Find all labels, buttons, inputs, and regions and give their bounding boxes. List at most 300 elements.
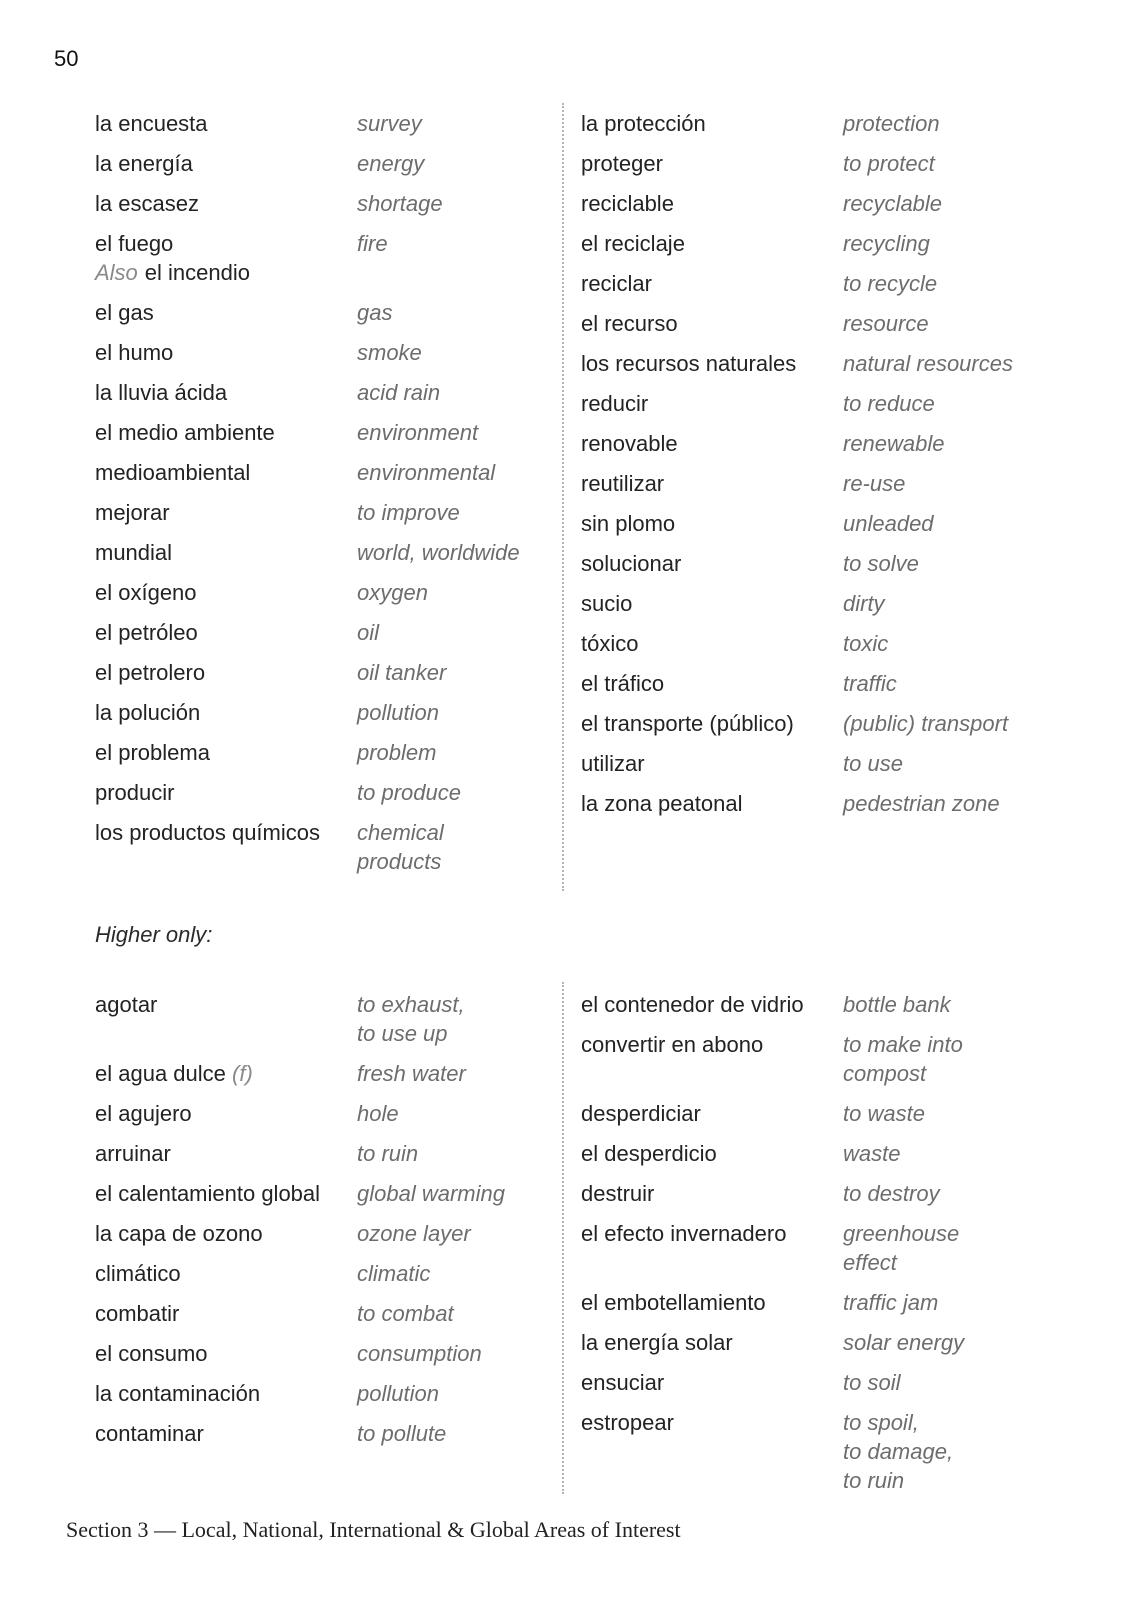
translation-line: traffic jam [843,1290,939,1315]
translation-line: solar energy [843,1330,965,1355]
spanish-term [95,1219,357,1248]
spanish-word: sin plomo [581,511,676,536]
spanish-word: el recurso [581,311,678,336]
spanish-term [581,1099,843,1128]
spanish-term [581,349,843,378]
english-translation [843,1030,963,1088]
spanish-term [95,418,357,447]
spanish-word: el contenedor de vidrio [581,992,804,1017]
vocab-entry [581,469,1081,498]
vocab-entry [95,738,555,767]
vocab-entry [581,749,1081,778]
vocab-entry [581,189,1081,218]
gender-marker: (f) [232,1061,253,1086]
spanish-word: reciclar [581,271,652,296]
english-translation [357,338,422,367]
translation-line: to recycle [843,271,938,296]
translation-line: ozone layer [357,1221,471,1246]
spanish-word: el problema [95,740,210,765]
spanish-word: renovable [581,431,678,456]
spanish-word: contaminar [95,1421,204,1446]
translation-line: acid rain [357,380,441,405]
english-translation [357,109,422,138]
english-translation [357,229,388,287]
vocab-entry [581,389,1081,418]
english-translation [357,1219,471,1248]
translation-line: to improve [357,500,460,525]
translation-line: to reduce [843,391,935,416]
translation-line: to use [843,751,903,776]
translation-line: world, worldwide [357,540,520,565]
spanish-word: el embotellamiento [581,1290,766,1315]
translation-line: waste [843,1141,901,1166]
spanish-word: proteger [581,151,663,176]
vocab-entry [95,109,555,138]
translation-line: to exhaust, [357,992,465,1017]
vocab-entry [95,658,555,687]
column-divider [562,982,564,1494]
translation-line: smoke [357,340,422,365]
spanish-word: el gas [95,300,154,325]
translation-line: pedestrian zone [843,791,1000,816]
spanish-word: la capa de ozono [95,1221,263,1246]
translation-line: oxygen [357,580,428,605]
translation-line: global warming [357,1181,505,1206]
spanish-term [95,1139,357,1168]
spanish-term [95,1339,357,1368]
translation-line: to pollute [357,1421,447,1446]
english-translation [357,818,444,876]
translation-line: bottle bank [843,992,951,1017]
spanish-word: el medio ambiente [95,420,275,445]
spanish-term [581,749,843,778]
english-translation [843,309,929,338]
spanish-word: medioambiental [95,460,251,485]
vocab-entry [581,1139,1081,1168]
vocab-entry [581,429,1081,458]
higher-vocabulary-left-column [95,990,555,1459]
spanish-term [581,509,843,538]
english-translation [357,378,440,407]
translation-line: to combat [357,1301,454,1326]
vocab-entry [95,1379,555,1408]
english-translation [357,458,495,487]
translation-line: products [357,849,442,874]
english-translation [357,1339,482,1368]
spanish-term [95,658,357,687]
vocab-entry [581,229,1081,258]
vocab-entry [95,498,555,527]
translation-line: recycling [843,231,930,256]
alternative-word: el incendio [144,260,250,285]
english-translation [357,1379,439,1408]
spanish-term [95,458,357,487]
english-translation [357,1179,505,1208]
spanish-word: el consumo [95,1341,208,1366]
english-translation [357,990,465,1048]
translation-line: to spoil, [843,1410,919,1435]
spanish-word: reutilizar [581,471,665,496]
spanish-word: el petróleo [95,620,198,645]
translation-line: fresh water [357,1061,466,1086]
english-translation [357,1299,454,1328]
translation-line: gas [357,300,393,325]
vocab-entry [581,149,1081,178]
vocab-entry [95,1419,555,1448]
vocab-entry [95,990,555,1048]
vocab-entry [95,538,555,567]
spanish-term [95,229,357,287]
spanish-term [581,429,843,458]
translation-line: problem [357,740,437,765]
spanish-word: mundial [95,540,173,565]
spanish-word: climático [95,1261,181,1286]
english-translation [843,1368,900,1397]
spanish-term [95,1099,357,1128]
spanish-word: solucionar [581,551,682,576]
spanish-word: la encuesta [95,111,208,136]
spanish-term [95,1059,357,1088]
spanish-word: ensuciar [581,1370,665,1395]
translation-line: effect [843,1250,897,1275]
spanish-word: la zona peatonal [581,791,743,816]
vocab-entry [95,1099,555,1128]
spanish-term [95,1419,357,1448]
vocab-entry [581,1030,1081,1088]
translation-line: natural resources [843,351,1013,376]
spanish-term [581,269,843,298]
translation-line: environmental [357,460,496,485]
spanish-word: reducir [581,391,649,416]
spanish-term [581,189,843,218]
spanish-term [95,109,357,138]
english-translation [843,709,1008,738]
vocab-entry [581,789,1081,818]
spanish-term [95,698,357,727]
spanish-word: el agujero [95,1101,192,1126]
spanish-word: tóxico [581,631,639,656]
column-divider [562,103,564,891]
spanish-word: la lluvia ácida [95,380,228,405]
english-translation [357,1419,446,1448]
spanish-word: reciclable [581,191,674,216]
translation-line: greenhouse [843,1221,960,1246]
spanish-word: el reciclaje [581,231,685,256]
translation-line: oil tanker [357,660,447,685]
spanish-term [581,709,843,738]
vocab-entry [95,778,555,807]
vocab-entry [581,1288,1081,1317]
spanish-term [95,1259,357,1288]
vocab-entry [581,109,1081,138]
vocab-entry [95,1139,555,1168]
english-translation [357,778,461,807]
spanish-term [581,549,843,578]
spanish-term [581,469,843,498]
spanish-term [95,578,357,607]
vocab-entry [581,269,1081,298]
spanish-word: el calentamiento global [95,1181,321,1206]
translation-line: toxic [843,631,889,656]
english-translation [357,1139,418,1168]
translation-line: to protect [843,151,935,176]
spanish-term [95,818,357,876]
spanish-word: la protección [581,111,706,136]
vocab-entry [581,589,1081,618]
english-translation [357,298,392,327]
translation-line: pollution [357,1381,439,1406]
english-translation [843,1288,938,1317]
translation-line: compost [843,1061,927,1086]
english-translation [843,389,935,418]
spanish-word: estropear [581,1410,674,1435]
english-translation [843,669,897,698]
spanish-word: mejorar [95,500,170,525]
english-translation [357,538,520,567]
spanish-term [95,1179,357,1208]
spanish-term [95,189,357,218]
english-translation [357,1099,399,1128]
spanish-term [581,389,843,418]
spanish-term [95,149,357,178]
spanish-term [581,109,843,138]
vocab-entry [95,1259,555,1288]
english-translation [843,109,940,138]
vocab-entry [95,618,555,647]
spanish-term [95,990,357,1048]
spanish-term [581,149,843,178]
translation-line: fire [357,231,388,256]
translation-line: protection [843,111,940,136]
vocab-entry [95,418,555,447]
spanish-term [581,1408,843,1495]
spanish-word: producir [95,780,175,805]
english-translation [357,738,436,767]
spanish-word: utilizar [581,751,645,776]
spanish-term [95,738,357,767]
spanish-term [581,589,843,618]
spanish-term [581,1368,843,1397]
english-translation [843,229,930,258]
translation-line: energy [357,151,425,176]
vocab-entry [95,1219,555,1248]
spanish-word: los recursos naturales [581,351,797,376]
vocab-entry [95,698,555,727]
spanish-word: el tráfico [581,671,665,696]
spanish-word: el humo [95,340,174,365]
spanish-term [95,1379,357,1408]
vocab-entry [581,509,1081,538]
english-translation [843,349,1013,378]
vocab-entry [95,578,555,607]
spanish-word: los productos químicos [95,820,320,845]
translation-line: environment [357,420,479,445]
spanish-word: la polución [95,700,201,725]
translation-line: pollution [357,700,439,725]
translation-line: chemical [357,820,444,845]
spanish-term [95,338,357,367]
english-translation [843,269,937,298]
spanish-term [581,309,843,338]
vocab-entry [95,338,555,367]
english-translation [357,149,424,178]
translation-line: traffic [843,671,897,696]
spanish-word: la escasez [95,191,199,216]
translation-line: to use up [357,1021,448,1046]
spanish-word: combatir [95,1301,180,1326]
spanish-term [581,1288,843,1317]
spanish-word: el efecto invernadero [581,1221,787,1246]
spanish-word: el agua dulce [95,1061,226,1086]
translation-line: unleaded [843,511,934,536]
translation-line: to solve [843,551,919,576]
english-translation [357,618,379,647]
vocab-entry [95,818,555,876]
translation-line: to make into [843,1032,963,1057]
spanish-term [95,1299,357,1328]
translation-line: survey [357,111,422,136]
spanish-word: el fuego [95,231,174,256]
english-translation [843,990,951,1019]
english-translation [843,749,903,778]
vocab-entry [581,709,1081,738]
spanish-word: el desperdicio [581,1141,717,1166]
english-translation [357,658,446,687]
translation-line: climatic [357,1261,431,1286]
english-translation [357,418,478,447]
page-number: 50 [54,46,79,71]
spanish-term [581,229,843,258]
vocab-entry [581,1368,1081,1397]
spanish-term [95,498,357,527]
spanish-word: la contaminación [95,1381,261,1406]
translation-line: oil [357,620,380,645]
vocab-entry [581,669,1081,698]
spanish-term [581,789,843,818]
spanish-word: el oxígeno [95,580,197,605]
translation-line: dirty [843,591,885,616]
vocab-entry [581,549,1081,578]
english-translation [843,189,942,218]
vocab-entry [581,1219,1081,1277]
english-translation [843,1328,964,1357]
english-translation [843,549,919,578]
vocab-entry [581,1328,1081,1357]
spanish-term [95,618,357,647]
alternative-term [95,258,357,287]
spanish-term [95,538,357,567]
translation-line: to ruin [357,1141,419,1166]
translation-line: to damage, [843,1439,954,1464]
english-translation [843,1408,953,1495]
english-translation [843,509,934,538]
vocab-entry [95,378,555,407]
translation-line: to ruin [843,1468,905,1493]
translation-line: re-use [843,471,906,496]
translation-line: to destroy [843,1181,940,1206]
spanish-term [581,1139,843,1168]
vocab-entry [95,189,555,218]
translation-line: resource [843,311,929,336]
english-translation [843,1139,900,1168]
translation-line: renewable [843,431,945,456]
spanish-term [581,990,843,1019]
vocab-entry [581,309,1081,338]
vocab-entry [581,1179,1081,1208]
english-translation [357,1059,466,1088]
vocab-entry [95,458,555,487]
english-translation [843,149,935,178]
spanish-term [581,629,843,658]
vocab-entry [95,1179,555,1208]
vocab-entry [95,1339,555,1368]
spanish-word: convertir en abono [581,1032,764,1057]
spanish-term [95,378,357,407]
translation-line: hole [357,1101,399,1126]
main-vocabulary-right-column [581,109,1081,829]
english-translation [357,498,460,527]
main-vocabulary-left-column [95,109,555,887]
spanish-word: desperdiciar [581,1101,701,1126]
english-translation [843,629,888,658]
english-translation [357,1259,430,1288]
translation-line: to soil [843,1370,901,1395]
translation-line: (public) transport [843,711,1009,736]
vocab-entry [95,229,555,287]
higher-vocabulary-right-column [581,990,1081,1506]
spanish-term [581,1179,843,1208]
spanish-word: agotar [95,992,158,1017]
spanish-term [95,298,357,327]
vocab-entry [581,990,1081,1019]
english-translation [843,789,1000,818]
vocab-entry [581,1099,1081,1128]
higher-only-heading: Higher only: [95,922,213,947]
english-translation [357,698,439,727]
english-translation [843,469,905,498]
spanish-term [581,1328,843,1357]
english-translation [843,1179,940,1208]
translation-line: shortage [357,191,443,216]
translation-line: recyclable [843,191,943,216]
vocab-entry [95,1299,555,1328]
translation-line: to waste [843,1101,925,1126]
english-translation [843,429,945,458]
english-translation [843,1099,925,1128]
vocab-entry [95,1059,555,1088]
spanish-word: la energía solar [581,1330,733,1355]
spanish-term [95,778,357,807]
english-translation [843,589,885,618]
vocab-entry [581,349,1081,378]
spanish-word: arruinar [95,1141,171,1166]
vocab-entry [95,149,555,178]
english-translation [357,189,443,218]
vocab-entry [95,298,555,327]
spanish-word: el petrolero [95,660,206,685]
translation-line: to produce [357,780,461,805]
vocab-entry [581,1408,1081,1495]
also-label: Also [95,260,138,285]
english-translation [843,1219,959,1277]
spanish-term [581,1030,843,1088]
spanish-term [581,1219,843,1277]
section-footer: Section 3 — Local, National, International & Global Areas of Interest [66,1517,681,1542]
spanish-word: el transporte (público) [581,711,794,736]
translation-line: consumption [357,1341,482,1366]
english-translation [357,578,428,607]
spanish-word: la energía [95,151,193,176]
